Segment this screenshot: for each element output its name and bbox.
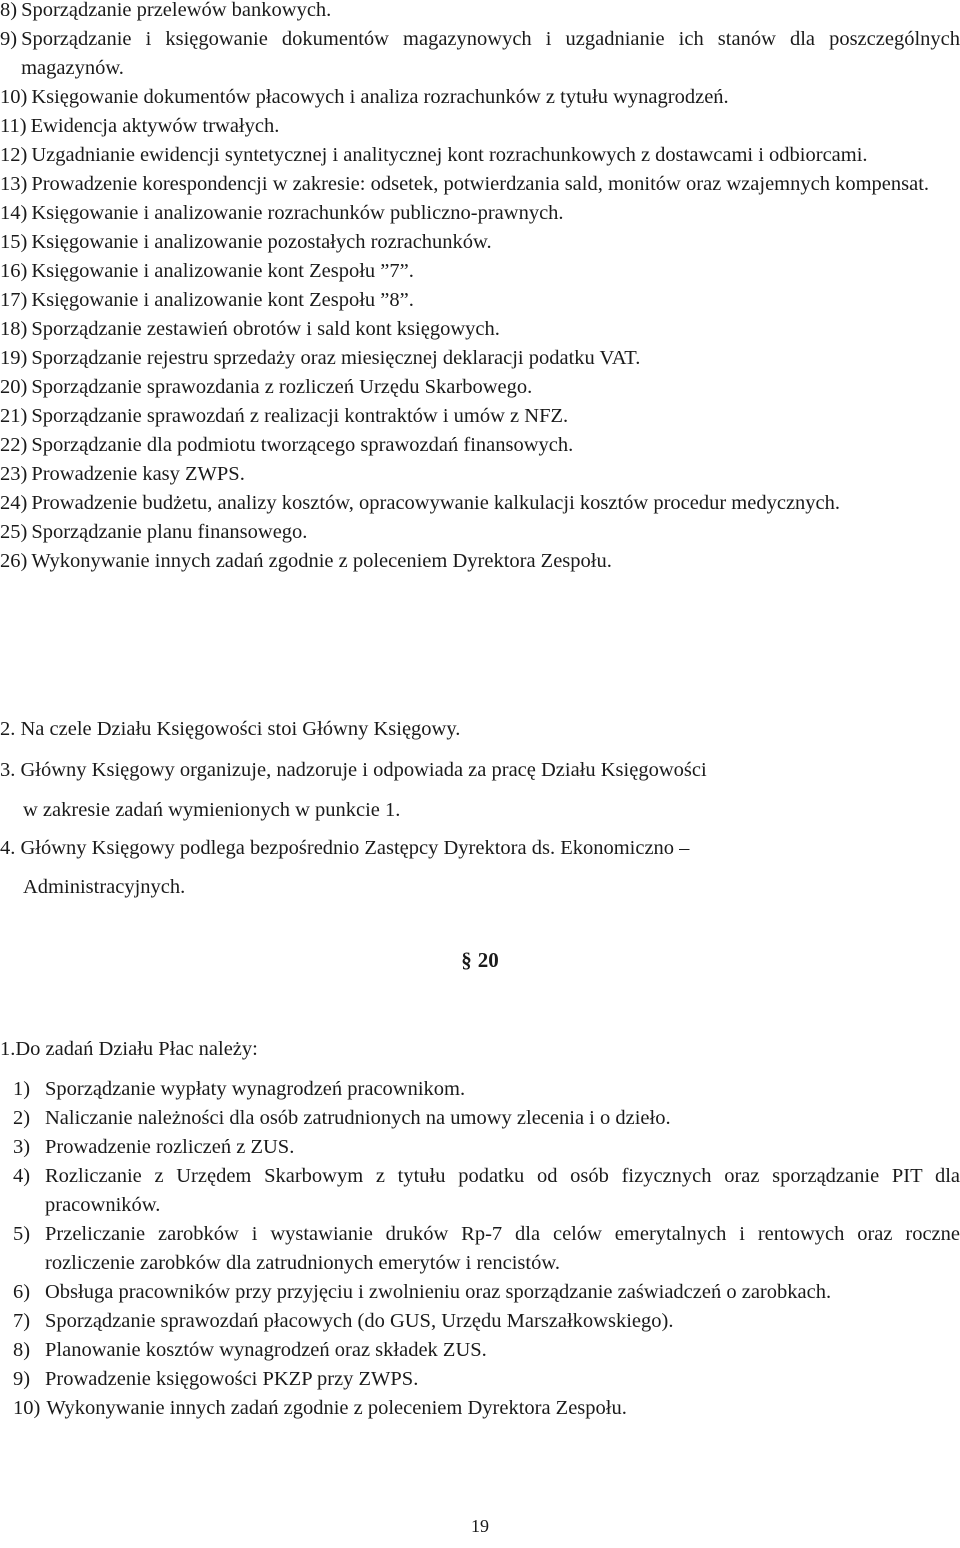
item-number: 23) [0, 463, 28, 485]
list-item [0, 1365, 960, 1394]
list-item [0, 315, 960, 344]
list-item [0, 1278, 960, 1307]
list-item [0, 373, 960, 402]
list-item [0, 0, 960, 25]
list-item [0, 199, 960, 228]
item-text: Naliczanie należności dla osób zatrudnionych na umowy zlecenia i o dzieło. [45, 1107, 671, 1129]
item-number: 8) [13, 1339, 31, 1361]
item-number: 21) [0, 405, 28, 427]
item-number: 20) [0, 376, 28, 398]
list-item [0, 1336, 960, 1365]
list-item [0, 83, 960, 112]
item-text: Sporządzanie zestawień obrotów i sald kont księgowych. [31, 318, 500, 340]
list-item [0, 1394, 960, 1423]
payroll-intro: 1.Do zadań Działu Płac należy: [0, 1038, 258, 1060]
item-text: Prowadzenie rozliczeń z ZUS. [45, 1136, 295, 1158]
item-text: Przeliczanie zarobków i wystawianie druków Rp-7 dla celów emerytalnych i rentowych oraz roczne rozliczenie zarobków dla zatrudnionych emerytów i rencistów. [45, 1223, 960, 1274]
item-text: Sporządzanie sprawozdań płacowych (do GUS, Urzędu Marszałkowskiego). [45, 1310, 674, 1332]
list-item [0, 1220, 960, 1278]
list-item [0, 257, 960, 286]
list-item [0, 460, 960, 489]
item-number: 2) [13, 1107, 31, 1129]
list-item [0, 141, 960, 170]
list-item [0, 518, 960, 547]
section-number: 20 [477, 948, 499, 972]
item-text: Prowadzenie księgowości PKZP przy ZWPS. [45, 1368, 419, 1390]
item-number: 4) [13, 1165, 31, 1187]
item-text: Obsługa pracowników przy przyjęciu i zwolnieniu oraz sporządzanie zaświadczeń o zarobkach. [45, 1281, 832, 1303]
item-number: 3) [13, 1136, 31, 1158]
item-text: Sporządzanie i księgowanie dokumentów magazynowych i uzgadnianie ich stanów dla poszczególnych magazynów. [21, 28, 960, 79]
item-number: 11) [0, 115, 27, 137]
item-text: Sporządzanie dla podmiotu tworzącego sprawozdań finansowych. [31, 434, 574, 456]
item-number: 14) [0, 202, 28, 224]
task-list-accounting [0, 0, 960, 576]
item-text: Prowadzenie korespondencji w zakresie: odsetek, potwierdzania sald, monitów oraz wzajemnych kompensat. [31, 173, 930, 195]
item-number: 26) [0, 550, 28, 572]
list-item [0, 431, 960, 460]
item-number: 15) [0, 231, 28, 253]
list-item [0, 489, 960, 518]
task-list-payroll [0, 1075, 960, 1423]
paragraph-3: 3. Główny Księgowy organizuje, nadzoruje i odpowiada za pracę Działu Księgowości [0, 759, 707, 781]
item-text: Rozliczanie z Urzędem Skarbowym z tytułu podatku od osób fizycznych oraz sporządzanie PIT dla pracowników. [45, 1165, 960, 1216]
item-number: 6) [13, 1281, 31, 1303]
item-number: 5) [13, 1223, 31, 1245]
item-text: Prowadzenie kasy ZWPS. [31, 463, 245, 485]
list-item [0, 25, 960, 83]
list-item [0, 344, 960, 373]
item-number: 16) [0, 260, 28, 282]
item-number: 24) [0, 492, 28, 514]
list-item [0, 1307, 960, 1336]
item-number: 22) [0, 434, 28, 456]
page-number: 19 [471, 1516, 489, 1536]
item-number: 13) [0, 173, 28, 195]
item-number: 18) [0, 318, 28, 340]
list-item [0, 170, 960, 199]
list-item [0, 1133, 960, 1162]
item-text: Księgowanie i analizowanie pozostałych rozrachunków. [31, 231, 492, 253]
list-item [0, 547, 960, 576]
item-text: Prowadzenie budżetu, analizy kosztów, opracowywanie kalkulacji kosztów procedur medycznych. [31, 492, 841, 514]
section-symbol: § [461, 948, 472, 972]
item-text: Ewidencja aktywów trwałych. [30, 115, 280, 137]
item-number: 9) [13, 1368, 31, 1390]
list-item [0, 1075, 960, 1104]
item-number: 19) [0, 347, 28, 369]
item-text: Sporządzanie sprawozdań z realizacji kontraktów i umów z NFZ. [31, 405, 569, 427]
list-item [0, 402, 960, 431]
item-text: Księgowanie dokumentów płacowych i analiza rozrachunków z tytułu wynagrodzeń. [31, 86, 729, 108]
item-text: Planowanie kosztów wynagrodzeń oraz składek ZUS. [45, 1339, 487, 1361]
item-number: 10) [13, 1397, 41, 1419]
item-number: 10) [0, 86, 28, 108]
item-number: 9) [0, 28, 18, 50]
item-text: Sporządzanie sprawozdania z rozliczeń Urzędu Skarbowego. [31, 376, 533, 398]
paragraph-2: 2. Na czele Działu Księgowości stoi Główny Księgowy. [0, 718, 461, 740]
item-text: Uzgadnianie ewidencji syntetycznej i analitycznej kont rozrachunkowych z dostawcami i odbiorcami. [31, 144, 868, 166]
item-number: 7) [13, 1310, 31, 1332]
list-item [0, 228, 960, 257]
list-item [0, 1162, 960, 1220]
item-text: Księgowanie i analizowanie kont Zespołu ”8”. [31, 289, 414, 311]
item-text: Sporządzanie rejestru sprzedaży oraz miesięcznej deklaracji podatku VAT. [31, 347, 641, 369]
item-text: Sporządzanie przelewów bankowych. [21, 0, 332, 21]
item-text: Sporządzanie planu finansowego. [31, 521, 308, 543]
item-number: 17) [0, 289, 28, 311]
paragraph-3-continued: w zakresie zadań wymienionych w punkcie 1. [23, 799, 401, 821]
list-item [0, 286, 960, 315]
list-item [0, 1104, 960, 1133]
item-number: 8) [0, 0, 18, 21]
paragraph-4: 4. Główny Księgowy podlega bezpośrednio Zastępcy Dyrektora ds. Ekonomiczno – [0, 837, 690, 859]
item-text: Wykonywanie innych zadań zgodnie z poleceniem Dyrektora Zespołu. [46, 1397, 627, 1419]
item-number: 1) [13, 1078, 31, 1100]
item-number: 25) [0, 521, 28, 543]
item-text: Księgowanie i analizowanie rozrachunków publiczno-prawnych. [31, 202, 564, 224]
item-text: Sporządzanie wypłaty wynagrodzeń pracownikom. [45, 1078, 466, 1100]
paragraph-4-continued: Administracyjnych. [23, 876, 186, 898]
item-text: Wykonywanie innych zadań zgodnie z poleceniem Dyrektora Zespołu. [31, 550, 612, 572]
item-text: Księgowanie i analizowanie kont Zespołu ”7”. [31, 260, 414, 282]
list-item [0, 112, 960, 141]
item-number: 12) [0, 144, 28, 166]
section-heading [0, 948, 960, 973]
